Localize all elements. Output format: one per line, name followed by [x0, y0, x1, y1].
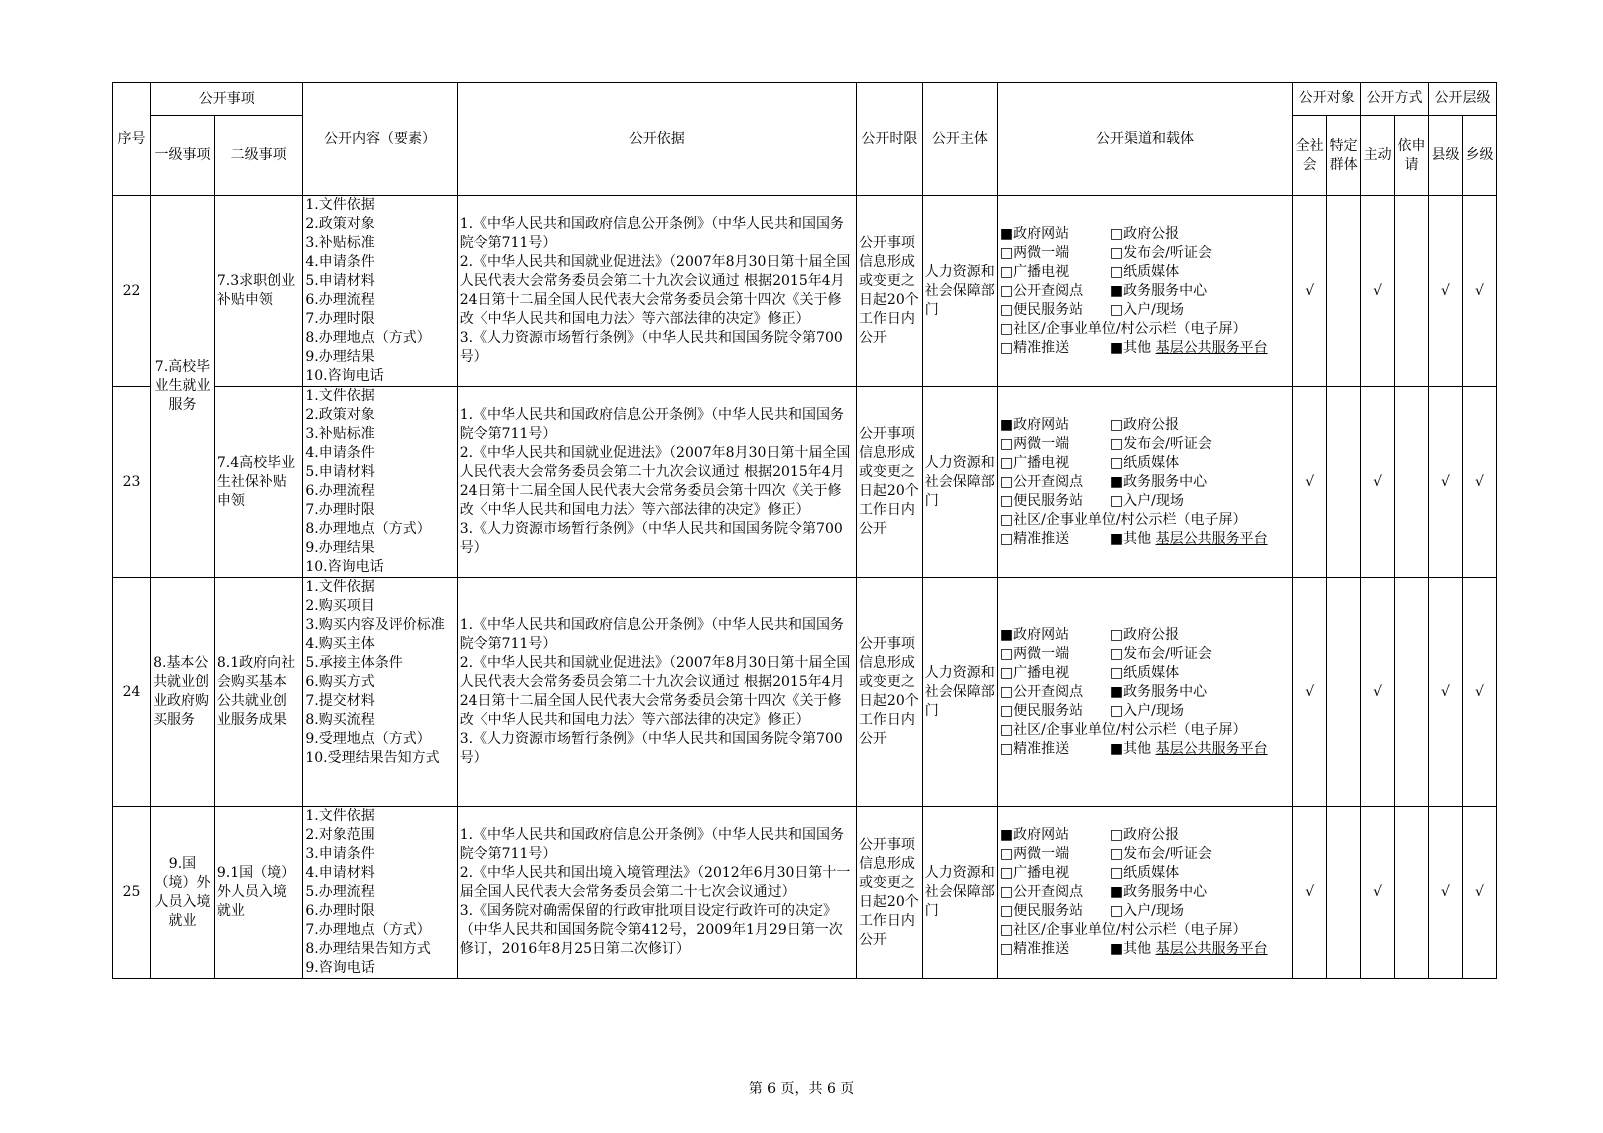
header-seq: 序号 — [113, 83, 151, 196]
basis-item: 3.《人力资源市场暂行条例》（中华人民共和国国务院令第700号） — [459, 731, 843, 766]
check-level-town: √ — [1462, 387, 1496, 578]
content-item: 9.办理结果 — [305, 540, 375, 556]
content-item: 3.申请条件 — [305, 846, 375, 862]
basis-item: 3.《人力资源市场暂行条例》（中华人民共和国国务院令第700号） — [459, 521, 843, 556]
content-item: 4.申请条件 — [305, 254, 375, 270]
check-level-county: √ — [1429, 578, 1463, 807]
content-item: 8.办理结果告知方式 — [305, 941, 431, 957]
header-subject: 公开主体 — [922, 83, 997, 196]
row-channels — [997, 578, 1292, 807]
page-footer: 第 6 页，共 6 页 — [748, 1081, 855, 1097]
row-time: 公开事项信息形成或变更之日起20个工作日内公开 — [856, 387, 922, 578]
channel-option: □发布会/听证会 — [1109, 645, 1212, 662]
content-item: 8.办理地点（方式） — [305, 330, 431, 346]
channel-option: □便民服务站 — [999, 702, 1084, 719]
content-item: 6.办理时限 — [305, 903, 375, 919]
basis-item: 1.《中华人民共和国政府信息公开条例》（中华人民共和国国务院令第711号） — [459, 827, 845, 862]
channel-other-text: 基层公共服务平台 — [1155, 941, 1268, 957]
header-target-group — [1293, 83, 1361, 116]
content-item: 9.办理结果 — [305, 349, 375, 365]
check-level-town: √ — [1462, 807, 1496, 979]
channel-option: □社区/企事业单位/村公示栏（电子屏） — [999, 320, 1247, 337]
row-subject: 人力资源和社会保障部门 — [922, 196, 997, 387]
content-item: 1.文件依据 — [305, 579, 375, 595]
channel-option: □广播电视 — [999, 454, 1070, 471]
content-item: 4.申请条件 — [305, 445, 375, 461]
row-level2: 7.4高校毕业生社保补贴申领 — [214, 387, 302, 578]
check-target-all: √ — [1293, 807, 1327, 979]
channel-option: □广播电视 — [999, 664, 1070, 681]
header-target-all: 全社会 — [1293, 116, 1327, 196]
content-item: 5.办理流程 — [305, 884, 375, 900]
content-item: 10.咨询电话 — [305, 368, 384, 384]
content-item: 8.购买流程 — [305, 712, 375, 728]
header-content — [303, 83, 457, 196]
header-mode-apply: 依申请 — [1395, 116, 1429, 196]
row-basis — [457, 387, 856, 578]
row-content — [303, 578, 457, 807]
channel-option: □两微一端 — [999, 645, 1070, 662]
channel-option: □精准推送 — [999, 740, 1070, 757]
header-level-group — [1429, 83, 1497, 116]
basis-item: 2.《中华人民共和国就业促进法》（2007年8月30日第十届全国人民代表大会常务委员会第二十九次会议通过 根据2015年4月24日第十二届全国人民代表大会常务委员会第十四次《关于修改〈中华人民共和国电力法〉等六部法律的决定》修正） — [459, 655, 851, 728]
table-row — [113, 807, 1497, 979]
channel-other — [1110, 530, 1290, 549]
channel-option: □入户/现场 — [1109, 301, 1184, 318]
row-basis — [457, 196, 856, 387]
check-level-county: √ — [1429, 196, 1463, 387]
channel-option: □政府公报 — [1109, 416, 1180, 433]
row-basis — [457, 578, 856, 807]
channel-option: □政府公报 — [1109, 225, 1180, 242]
content-item: 2.政策对象 — [305, 407, 375, 423]
check-mode-active: √ — [1361, 578, 1395, 807]
channel-option: □公开查阅点 — [999, 683, 1084, 700]
channel-option: □精准推送 — [999, 339, 1070, 356]
content-item: 1.文件依据 — [305, 388, 375, 404]
content-item: 5.承接主体条件 — [305, 655, 403, 671]
channel-other-text: 基层公共服务平台 — [1155, 530, 1268, 547]
basis-item: 2.《中华人民共和国就业促进法》（2007年8月30日第十届全国人民代表大会常务委员会第二十九次会议通过 根据2015年4月24日第十二届全国人民代表大会常务委员会第十四次《关于修改〈中华人民共和国电力法〉等六部法律的决定》修正） — [459, 445, 851, 518]
channel-option: ■政务服务中心 — [1109, 282, 1208, 299]
content-item: 1.文件依据 — [305, 197, 375, 213]
header-target-specific: 特定群体 — [1327, 116, 1361, 196]
check-target-specific — [1327, 196, 1361, 387]
header-level-county: 县级 — [1429, 116, 1463, 196]
row-time: 公开事项信息形成或变更之日起20个工作日内公开 — [856, 807, 922, 979]
channel-option: □两微一端 — [999, 244, 1070, 261]
check-mode-active: √ — [1361, 196, 1395, 387]
check-mode-apply — [1395, 578, 1429, 807]
header-mode-group — [1361, 83, 1429, 116]
channel-grid — [1000, 826, 1290, 959]
channel-option: ■其他 — [1109, 339, 1152, 356]
content-item: 2.政策对象 — [305, 216, 375, 232]
content-item: 2.对象范围 — [305, 827, 375, 843]
channel-option: ■政府网站 — [999, 225, 1070, 242]
content-item: 3.补贴标准 — [305, 235, 375, 251]
row-seq: 24 — [113, 578, 151, 807]
check-target-specific — [1327, 578, 1361, 807]
basis-item: 1.《中华人民共和国政府信息公开条例》（中华人民共和国国务院令第711号） — [459, 216, 845, 251]
channel-option: ■政府网站 — [999, 827, 1070, 843]
check-mode-apply — [1395, 196, 1429, 387]
check-target-all: √ — [1293, 578, 1327, 807]
channel-option: ■政务服务中心 — [1109, 473, 1208, 490]
channel-option: □广播电视 — [999, 263, 1070, 280]
check-target-all: √ — [1293, 387, 1327, 578]
channel-option: □纸质媒体 — [1109, 664, 1180, 681]
check-mode-apply — [1395, 807, 1429, 979]
table-row — [113, 578, 1497, 807]
channel-option: □两微一端 — [999, 846, 1070, 862]
channel-option: □发布会/听证会 — [1109, 244, 1212, 261]
check-target-all: √ — [1293, 196, 1327, 387]
channel-option: □广播电视 — [999, 865, 1070, 881]
channel-option: □纸质媒体 — [1109, 454, 1180, 471]
content-item: 7.办理地点（方式） — [305, 922, 431, 938]
row-level1: 7.高校毕业生就业服务 — [151, 196, 215, 578]
basis-item: 1.《中华人民共和国政府信息公开条例》（中华人民共和国国务院令第711号） — [459, 407, 845, 442]
check-level-county: √ — [1429, 807, 1463, 979]
row-subject: 人力资源和社会保障部门 — [922, 387, 997, 578]
channel-option: □发布会/听证会 — [1109, 435, 1212, 452]
content-item: 4.购买主体 — [305, 636, 375, 652]
content-item: 3.补贴标准 — [305, 426, 375, 442]
channel-option: □社区/企事业单位/村公示栏（电子屏） — [999, 721, 1247, 738]
basis-item: 3.《国务院对确需保留的行政审批项目设定行政许可的决定》（中华人民共和国国务院令第412号，2009年1月29日第一次修订，2016年8月25日第二次修订） — [459, 903, 843, 957]
basis-item: 2.《中华人民共和国出境入境管理法》（2012年6月30日第十一届全国人民代表大会常务委员会第二十七次会议通过） — [459, 865, 851, 900]
check-target-specific — [1327, 387, 1361, 578]
channel-option: □发布会/听证会 — [1109, 846, 1212, 862]
channel-other — [1110, 740, 1290, 759]
row-channels — [997, 387, 1292, 578]
channel-option: ■其他 — [1109, 530, 1152, 547]
channel-option: □入户/现场 — [1109, 903, 1184, 919]
channel-option: □纸质媒体 — [1109, 865, 1180, 881]
content-item: 10.受理结果告知方式 — [305, 750, 440, 766]
channel-option: ■政府网站 — [999, 626, 1070, 643]
channel-option: ■政务服务中心 — [1109, 683, 1208, 700]
content-item: 1.文件依据 — [305, 808, 375, 824]
header-target-group-label: 公开对象 — [1298, 90, 1355, 106]
row-level2: 9.1国（境）外人员入境就业 — [214, 807, 302, 979]
basis-item: 1.《中华人民共和国政府信息公开条例》（中华人民共和国国务院令第711号） — [459, 617, 845, 652]
header-mode-group-label: 公开方式 — [1366, 90, 1423, 106]
content-item: 4.申请材料 — [305, 865, 375, 881]
channel-option: ■政府网站 — [999, 416, 1070, 433]
channel-option: □政府公报 — [1109, 626, 1180, 643]
row-content — [303, 807, 457, 979]
row-channels — [997, 196, 1292, 387]
disclosure-table — [112, 82, 1497, 979]
channel-option: ■其他 — [1109, 740, 1152, 757]
channel-option: □公开查阅点 — [999, 282, 1084, 299]
channel-option: □入户/现场 — [1109, 702, 1184, 719]
channel-option: □精准推送 — [999, 530, 1070, 547]
channel-option: □政府公报 — [1109, 827, 1180, 843]
content-item: 5.申请材料 — [305, 273, 375, 289]
channel-option: □便民服务站 — [999, 903, 1084, 919]
channel-option: □社区/企事业单位/村公示栏（电子屏） — [999, 511, 1247, 528]
channel-option: □便民服务站 — [999, 492, 1084, 509]
row-channels — [997, 807, 1292, 979]
header-basis: 公开依据 — [457, 83, 856, 196]
table-row — [113, 196, 1497, 387]
row-time: 公开事项信息形成或变更之日起20个工作日内公开 — [856, 578, 922, 807]
channel-option: □纸质媒体 — [1109, 263, 1180, 280]
channel-other — [1110, 339, 1290, 358]
channel-option: □公开查阅点 — [999, 473, 1084, 490]
basis-item: 2.《中华人民共和国就业促进法》（2007年8月30日第十届全国人民代表大会常务委员会第二十九次会议通过 根据2015年4月24日第十二届全国人民代表大会常务委员会第十四次《关于修改〈中华人民共和国电力法〉等六部法律的决定》修正） — [459, 254, 851, 327]
channel-grid — [1000, 225, 1290, 358]
channel-option: ■政务服务中心 — [1109, 884, 1208, 900]
channel-option: □入户/现场 — [1109, 492, 1184, 509]
content-item: 7.办理时限 — [305, 311, 375, 327]
channel-option: □公开查阅点 — [999, 884, 1084, 900]
channel-other — [1110, 940, 1290, 959]
header-mode-active: 主动 — [1361, 116, 1395, 196]
row-seq: 25 — [113, 807, 151, 979]
header-level-group-label: 公开层级 — [1434, 90, 1491, 106]
content-item: 9.受理地点（方式） — [305, 731, 431, 747]
basis-item: 3.《人力资源市场暂行条例》（中华人民共和国国务院令第700号） — [459, 330, 843, 365]
header-content-label: 公开内容（要素） — [324, 130, 437, 147]
content-item: 3.购买内容及评价标准 — [305, 617, 445, 633]
row-seq: 23 — [113, 387, 151, 578]
header-items-group: 公开事项 — [151, 83, 303, 116]
row-basis — [457, 807, 856, 979]
content-item: 5.申请材料 — [305, 464, 375, 480]
content-item: 6.办理流程 — [305, 483, 375, 499]
check-level-town: √ — [1462, 578, 1496, 807]
check-mode-active: √ — [1361, 807, 1395, 979]
channel-option: □两微一端 — [999, 435, 1070, 452]
check-target-specific — [1327, 807, 1361, 979]
channel-grid — [1000, 626, 1290, 759]
check-level-town: √ — [1462, 196, 1496, 387]
content-item: 9.咨询电话 — [305, 960, 375, 976]
row-content — [303, 196, 457, 387]
content-item: 6.购买方式 — [305, 674, 375, 690]
channel-other-text: 基层公共服务平台 — [1155, 740, 1268, 757]
channel-option: ■其他 — [1109, 941, 1152, 957]
row-level2: 7.3求职创业补贴申领 — [214, 196, 302, 387]
check-level-county: √ — [1429, 387, 1463, 578]
content-item: 7.办理时限 — [305, 502, 375, 518]
row-subject: 人力资源和社会保障部门 — [922, 807, 997, 979]
row-time: 公开事项信息形成或变更之日起20个工作日内公开 — [856, 196, 922, 387]
row-seq: 22 — [113, 196, 151, 387]
channel-grid — [1000, 416, 1290, 549]
check-mode-apply — [1395, 387, 1429, 578]
header-level-town: 乡级 — [1462, 116, 1496, 196]
content-item: 7.提交材料 — [305, 693, 375, 709]
content-item: 2.购买项目 — [305, 598, 375, 614]
channel-other-text: 基层公共服务平台 — [1155, 339, 1268, 356]
check-mode-active: √ — [1361, 387, 1395, 578]
row-level1: 9.国（境）外人员入境就业 — [151, 807, 215, 979]
header-channel: 公开渠道和载体 — [997, 83, 1292, 196]
content-item: 8.办理地点（方式） — [305, 521, 431, 537]
content-item: 10.咨询电话 — [305, 559, 384, 575]
content-item: 6.办理流程 — [305, 292, 375, 308]
header-level1: 一级事项 — [151, 116, 215, 196]
row-level2: 8.1政府向社会购买基本公共就业创业服务成果 — [214, 578, 302, 807]
row-content — [303, 387, 457, 578]
channel-option: □社区/企事业单位/村公示栏（电子屏） — [999, 922, 1247, 938]
row-subject: 人力资源和社会保障部门 — [922, 578, 997, 807]
row-level1: 8.基本公共就业创业政府购买服务 — [151, 578, 215, 807]
channel-option: □精准推送 — [999, 941, 1070, 957]
header-time: 公开时限 — [856, 83, 922, 196]
channel-option: □便民服务站 — [999, 301, 1084, 318]
table-row — [113, 387, 1497, 578]
header-level2: 二级事项 — [214, 116, 302, 196]
